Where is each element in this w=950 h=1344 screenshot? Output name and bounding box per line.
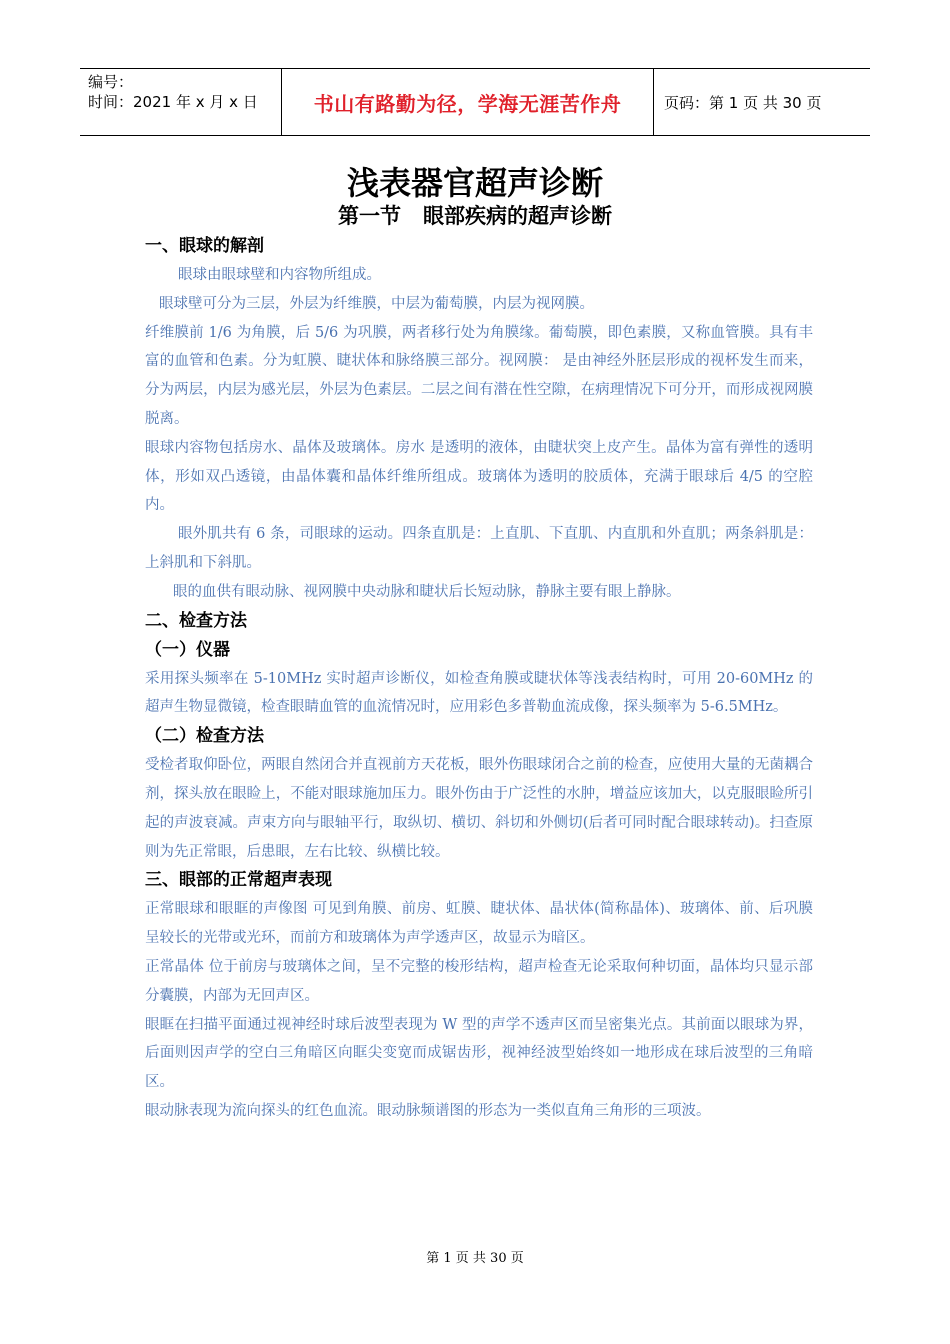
paragraph: 眼球内容物包括房水、晶体及玻璃体。房水 是透明的液体，由睫状突上皮产生。晶体为富有弹性的透明体，形如双凸透镜，由晶体囊和晶体纤维所组成。玻璃体为透明的胶质体，充满于眼球后 4/5 的空腔内。: [145, 439, 813, 514]
paragraph: 采用探头频率在 5-10MHz 实时超声诊断仪，如检查角膜或睫状体等浅表结构时，可用 20-60MHz 的超声生物显微镜，检查眼睛血管的血流情况时，应用彩色多普勒血流成像，探头频率为 5-6.5MHz。: [145, 670, 813, 716]
document-subtitle: 第一节 眼部疾病的超声诊断: [338, 204, 612, 228]
paragraph: 纤维膜前 1/6 为角膜，后 5/6 为巩膜，两者移行处为角膜缘。葡萄膜，即色素膜，又称血管膜。具有丰富的血管和色素。分为虹膜、睫状体和脉络膜三部分。视网膜： 是由神经外胚层形成的视杯发生而来，分为两层，内层为感光层，外层为色素层。二层之间有潜在性空隙，在病理情况下可分开，而形成视网膜脱离。: [145, 324, 813, 427]
paragraph: 正常眼球和眼眶的声像图 可见到角膜、前房、虹膜、睫状体、晶状体(简称晶体)、玻璃体、前、后巩膜呈较长的光带或光环，而前方和玻璃体为声学透声区，故显示为暗区。: [145, 901, 813, 947]
motto-text: 书山有路勤为径，学海无涯苦作舟: [313, 91, 622, 116]
section-heading: 二、检查方法: [145, 610, 247, 631]
page-info-cell: [654, 69, 870, 135]
subsection-heading: （一）仪器: [145, 639, 230, 660]
motto-cell: [282, 69, 654, 135]
header-info-cell: [80, 69, 282, 135]
subsection-heading: （二）检查方法: [145, 726, 264, 747]
paragraph: 眼动脉表现为流向探头的红色血流。眼动脉频谱图的形态为一类似直角三角形的三项波。: [145, 1102, 711, 1119]
header-table: [80, 68, 870, 136]
paragraph: 受检者取仰卧位，两眼自然闭合并直视前方天花板，眼外伤眼球闭合之前的检查，应使用大量的无菌耦合剂，探头放在眼睑上，不能对眼球施加压力。眼外伤由于广泛性的水肿，增益应该加大，以克服眼睑所引起的声波衰减。声束方向与眼轴平行，取纵切、横切、斜切和外侧切(后者可同时配合眼球转动)。扫查原则为先正常眼，后患眼，左右比较、纵横比较。: [145, 757, 813, 860]
document-title: 浅表器官超声诊断: [346, 164, 603, 202]
paragraph: 眼球由眼球壁和内容物所组成。: [178, 267, 381, 283]
document-body: [145, 232, 813, 1126]
section-heading: 三、眼部的正常超声表现: [145, 870, 332, 891]
page-info-text: 页码：第 1 页 共 30 页: [664, 93, 822, 112]
paragraph: 眼外肌共有 6 条，司眼球的运动。四条直肌是：上直肌、下直肌、内直肌和外直肌；两条斜肌是：上斜肌和下斜肌。: [145, 526, 813, 571]
paragraph: 正常晶体 位于前房与玻璃体之间，呈不完整的梭形结构，超声检查无论采取何种切面，晶体均只显示部分囊膜，内部为无回声区。: [145, 958, 813, 1004]
paragraph: 眼球壁可分为三层，外层为纤维膜，中层为葡萄膜，内层为视网膜。: [159, 295, 594, 312]
date-label: 时间：2021 年 x 月 x 日: [88, 93, 258, 111]
section-heading: 一、眼球的解剖: [145, 236, 264, 256]
number-label: 编号：: [88, 73, 134, 91]
page-footer: 第 1 页 共 30 页: [426, 1251, 524, 1266]
paragraph: 眼眶在扫描平面通过视神经时球后波型表现为 W 型的声学不透声区而呈密集光点。其前面以眼球为界，后面则因声学的空白三角暗区向眶尖变宽而成锯齿形，视神经波型始终如一地形成在球后波型的三角暗区。: [145, 1016, 813, 1091]
paragraph: 眼的血供有眼动脉、视网膜中央动脉和睫状后长短动脉，静脉主要有眼上静脉。: [173, 583, 681, 600]
